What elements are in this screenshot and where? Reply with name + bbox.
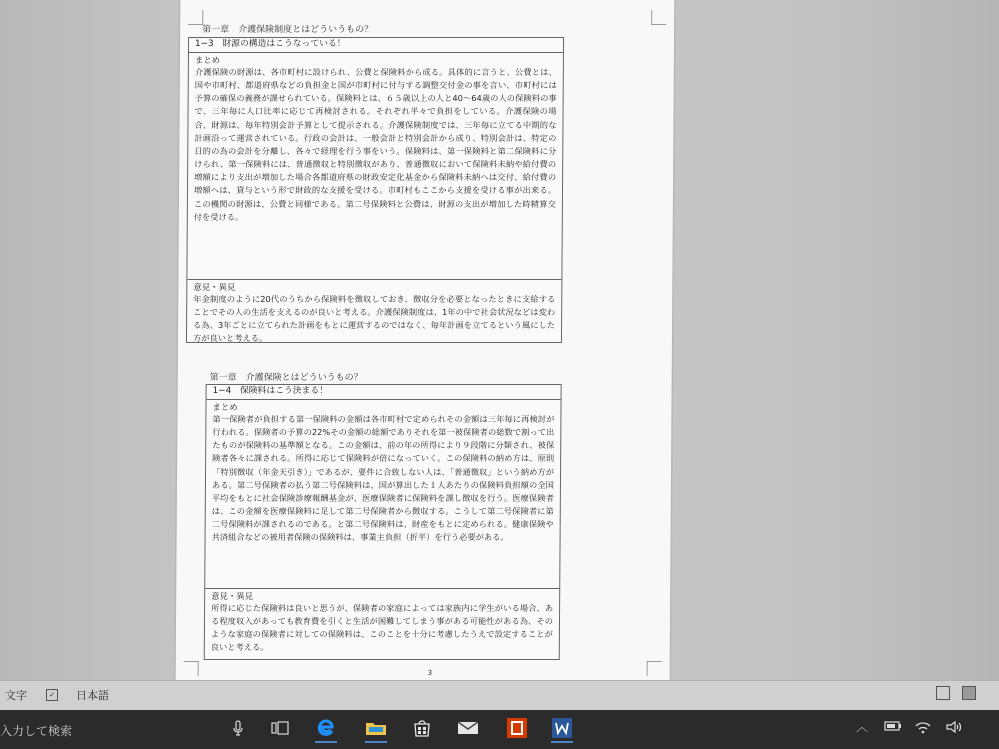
word-icon[interactable] <box>550 718 574 738</box>
opinion-label: 意見・異見 <box>193 282 236 292</box>
status-bar <box>0 680 999 710</box>
page-corner-mark <box>647 661 662 676</box>
page-corner-mark <box>651 10 666 25</box>
word-count-label[interactable]: 文字 <box>5 689 27 702</box>
section-box[interactable] <box>204 384 562 660</box>
opinion-label: 意見・異見 <box>211 591 254 601</box>
chapter-title: 第一章 介護保険とはどういうもの？ <box>209 373 363 383</box>
section-heading: 1−4 保険料はこう決まる！ <box>212 386 328 396</box>
proofing-icon[interactable]: ✓ <box>46 689 58 701</box>
summary-section <box>187 53 563 280</box>
opinion-section <box>205 589 559 658</box>
chapter-title: 第一章 介護保険制度とはどういうもの？ <box>202 25 374 35</box>
battery-icon[interactable] <box>884 720 902 734</box>
store-icon[interactable] <box>410 718 434 738</box>
document-page[interactable] <box>176 0 675 680</box>
running-indicator <box>551 741 573 743</box>
section-heading: 1−3 財源の構造はこうなっている！ <box>194 39 346 49</box>
section-box[interactable] <box>186 37 564 343</box>
running-indicator <box>315 741 337 743</box>
opinion-paragraph: 年金制度のように20代のうちから保険料を徴収しておき、徴収分を必要となったときに支給することでその人の生活を支えるのが良いと考える。介護保険制度は、1年の中で社会状況などは変わる為、3年ごとに立てられた計画をもとに運営するのではなく、毎年計画を立てるという風にした方が良いと考える。 <box>192 294 556 344</box>
opinion-section <box>187 280 561 342</box>
print-layout-icon[interactable] <box>962 686 976 700</box>
microphone-icon[interactable] <box>226 718 250 738</box>
summary-label: まとめ <box>194 55 221 65</box>
wifi-icon[interactable] <box>914 720 932 737</box>
page-corner-mark <box>188 10 203 25</box>
show-hidden-icons-icon[interactable]: ︿ <box>856 720 869 734</box>
page-corner-mark <box>184 661 199 676</box>
page-number: 3 <box>427 669 433 677</box>
summary-label: まとめ <box>212 402 238 412</box>
language-label[interactable]: 日本語 <box>76 689 109 702</box>
summary-paragraph: 第一保険者が負担する第一保険料の金額は各市町村で定められその金額は三年毎に再検討が行われる。保険者の予算の22%その金額の総額でありそれを第一被保険者の総数で割って出たものが保険料の基準額となる。この金額は、前の年の所得により９段階に分類され、被保険者各々に課される。所得に応じて保険料が倍になっていく。この保険料の納め方は、原則「特別徴収（年金天引き）」であるが、要件に合致しない人は、「普通徴収」という納め方がある。第二号保険者の払う第二号保険料は、国が算出した１人あたりの保険料負担額の全国平均をもとに社会保険診療報酬基金が、医療保険者に保険料を課し徴収を行う。医療保険者は、この金額を医療保険料に足して第二号保険者から徴収する。こうして第二号保険者に第二号保険料が課されるのである。と第二号保険料は、財産をもとに定められる。健康保険や共済組合などの被用者保険の保険料は、事業主負担（折半）を行う必要がある。 <box>211 414 555 543</box>
section-heading-row <box>207 385 561 400</box>
mail-icon[interactable] <box>456 718 480 738</box>
section-heading-row <box>189 38 563 53</box>
opinion-paragraph: 所得に応じた保険料は良いと思うが、保険者の家庭によっては家族内に学生がいる場合、ある程度収入があっても教育費を引くと生活が困難してしまう事がある可能性がある為、そのような家庭の保険者に対しての保険料は、このことを十分に考慮したうえで設定することが良いと考える。 <box>210 603 554 653</box>
summary-paragraph: 介護保険の財源は、各市町村に設けられ、公費と保険料から成る。具体的に言うと、公費とは、国や市町村、都道府県などの負担金と国が市町村に付与する調整交付金の事を言い、市町村には予算の確保の義務が課せられている。保険料とは、６５歳以上の人と40〜64歳の人の保険料の事で、三年毎に人口比率に応じて再検討される。それぞれ半々で負担をしている。介護保険の場合、財源は、毎年特別会計予算として提示される。介護保険制度では、三年毎に立てる中期的な計画沿って運営されている。行政の会計は、一般会計と特別会計から成り、特別会計は、特定の目的の為の会計を分離し、各々で経理を行う事をいう。保険料は、第一保険料と第二保険料に分けられ、第一保険料には、普通徴収と特別徴収があり、普通徴収において保険料未納や給付費の増額により支出が増加した場合各都道府県の財政安定化基金から保険料未納へは交付、給付費の増額へは、貸与という形で財政的な支援を受ける。市町村もここから支援を受ける事が出来る。この機関の財源は、公費と同様である。第二号保険料と公費は、財源の支出が増加した時精算交付を受ける。 <box>193 67 557 222</box>
office-icon[interactable] <box>505 718 529 738</box>
running-indicator <box>365 741 387 743</box>
taskbar <box>0 710 999 749</box>
summary-section <box>205 400 560 589</box>
taskbar-search-input[interactable]: 入力して検索 <box>0 724 73 738</box>
edge-icon[interactable] <box>314 718 338 738</box>
read-mode-icon[interactable] <box>936 686 950 700</box>
task-view-icon[interactable] <box>268 718 292 738</box>
file-explorer-icon[interactable] <box>364 718 388 738</box>
volume-icon[interactable] <box>945 720 963 737</box>
